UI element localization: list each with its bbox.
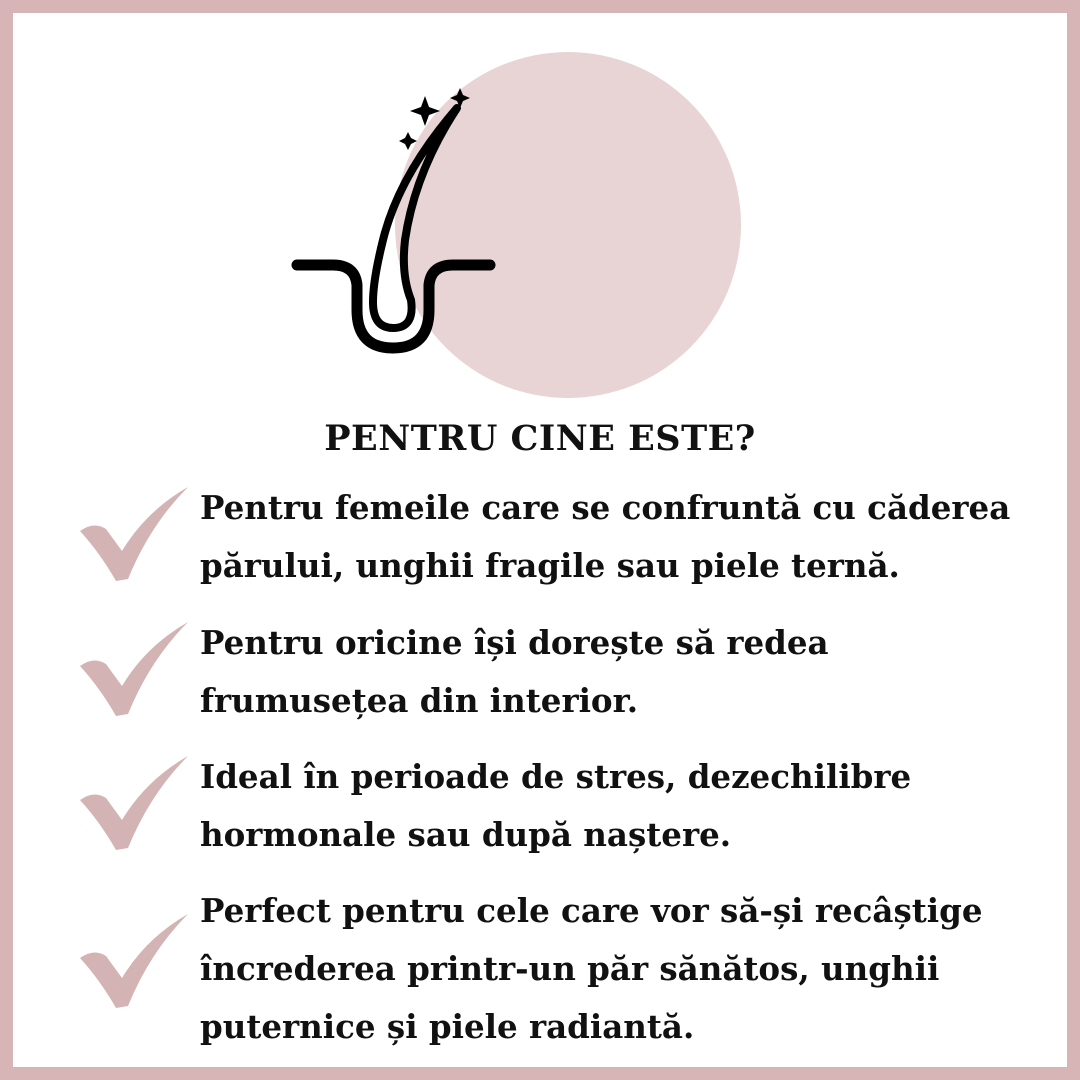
checkmark-icon [78,754,193,854]
list-item-text [200,748,1035,864]
checkmark-icon [78,485,193,585]
hair-follicle-icon [285,80,505,360]
checkmark-icon [78,912,193,1012]
checkmark-icon [78,620,193,720]
list-item-line: încrederea printr-un păr sănătos, unghii [200,949,940,988]
list-item-text [200,479,1035,595]
list-item-line: părului, unghii fragile sau piele ternă. [200,546,900,585]
list-item-line: frumusețea din interior. [200,681,639,720]
list-item-text [200,882,1035,1056]
list-item-line: hormonale sau după naștere. [200,815,732,854]
list-item-line: Ideal în perioade de stres, dezechilibre [200,757,912,796]
list-item-line: puternice și piele radiantă. [200,1007,695,1046]
list-item-text [200,614,1035,730]
list-item-line: Perfect pentru cele care vor să-și recâștige [200,891,983,930]
page-title: PENTRU CINE ESTE? [324,418,756,459]
list-item-line: Pentru oricine își dorește să redea [200,623,829,662]
list-item-line: Pentru femeile care se confruntă cu căderea [200,488,1011,527]
